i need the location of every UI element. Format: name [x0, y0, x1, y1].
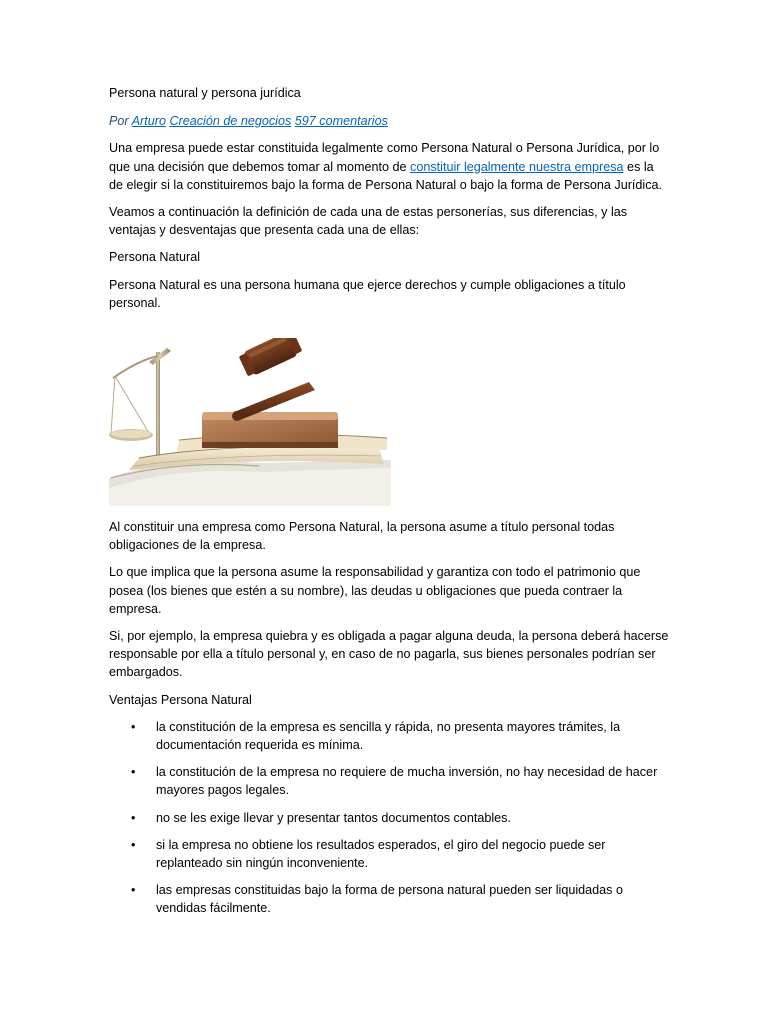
- intro-paragraph: [109, 139, 669, 194]
- bullet-icon: •: [131, 810, 136, 825]
- intro-text-after: es la de elegir si la constituiremos bajo la forma de Persona Natural o bajo la forma de Persona Jurídica.: [109, 159, 663, 192]
- list-item: [109, 881, 669, 917]
- intro-text-before: Una empresa puede estar constituida legalmente como Persona Natural o Persona Jurídica, por lo que una decisión que debemos tomar al momento de: [109, 141, 660, 174]
- page-title: Persona natural y persona jurídica: [109, 86, 301, 100]
- section-heading-natural: Persona Natural: [109, 250, 201, 265]
- bullet-icon: •: [131, 837, 136, 852]
- comments-link[interactable]: 597 comentarios: [294, 114, 388, 129]
- scale-icon: [109, 348, 171, 472]
- list-item-text: la constitución de la empresa es sencilla y rápida, no presenta mayores trámites, la documentación requerida es mínima.: [156, 719, 621, 753]
- advantages-list: [109, 718, 669, 918]
- gavel-icon: [232, 338, 315, 421]
- bullet-icon: •: [131, 719, 136, 734]
- byline: [109, 112, 669, 130]
- list-item-text: no se les exige llevar y presentar tantos documentos contables.: [156, 810, 511, 825]
- list-item: [109, 763, 669, 799]
- category-link[interactable]: Creación de negocios: [169, 114, 292, 129]
- gavel-scale-books-illustration: [109, 338, 391, 506]
- overview-paragraph: Veamos a continuación la definición de cada una de estas personerías, sus diferencias, y las ventajas y desventajas que presenta cada una de ellas:: [109, 205, 628, 238]
- bullet-icon: •: [131, 883, 136, 898]
- author-link[interactable]: Arturo: [131, 114, 166, 129]
- list-item-text: las empresas constituidas bajo la forma de persona natural pueden ser liquidadas o vendidas fácilmente.: [156, 883, 623, 916]
- list-item: [109, 836, 669, 872]
- list-item: [109, 809, 669, 827]
- body-paragraph-1: Al constituir una empresa como Persona Natural, la persona asume a título personal todas obligaciones de la empresa.: [109, 520, 615, 553]
- section-heading-advantages: Ventajas Persona Natural: [109, 692, 252, 707]
- bullet-icon: •: [131, 765, 136, 780]
- document-page: [109, 84, 669, 927]
- byline-prefix: Por: [109, 114, 129, 129]
- body-paragraph-2: Lo que implica que la persona asume la responsabilidad y garantiza con todo el patrimonio que posea (los bienes que estén a su nombre), las deudas u obligaciones que pueda contraer la empresa.: [109, 565, 641, 616]
- body-paragraph-3: Si, por ejemplo, la empresa quiebra y es obligada a pagar alguna deuda, la persona deberá hacerse responsable por ella a título personal y, en caso de no pagarla, sus bienes personales podrían ser embargados.: [109, 629, 669, 680]
- list-item: [109, 718, 669, 754]
- sound-block-icon: [202, 412, 338, 448]
- constituir-empresa-link[interactable]: constituir legalmente nuestra empresa: [410, 159, 624, 174]
- list-item-text: si la empresa no obtiene los resultados esperados, el giro del negocio puede ser replanteado sin ningún inconveniente.: [156, 837, 606, 871]
- list-item-text: la constitución de la empresa no requiere de mucha inversión, no hay necesidad de hacer mayores pagos legales.: [156, 765, 658, 798]
- definition-paragraph: Persona Natural es una persona humana que ejerce derechos y cumple obligaciones a título personal.: [109, 277, 626, 310]
